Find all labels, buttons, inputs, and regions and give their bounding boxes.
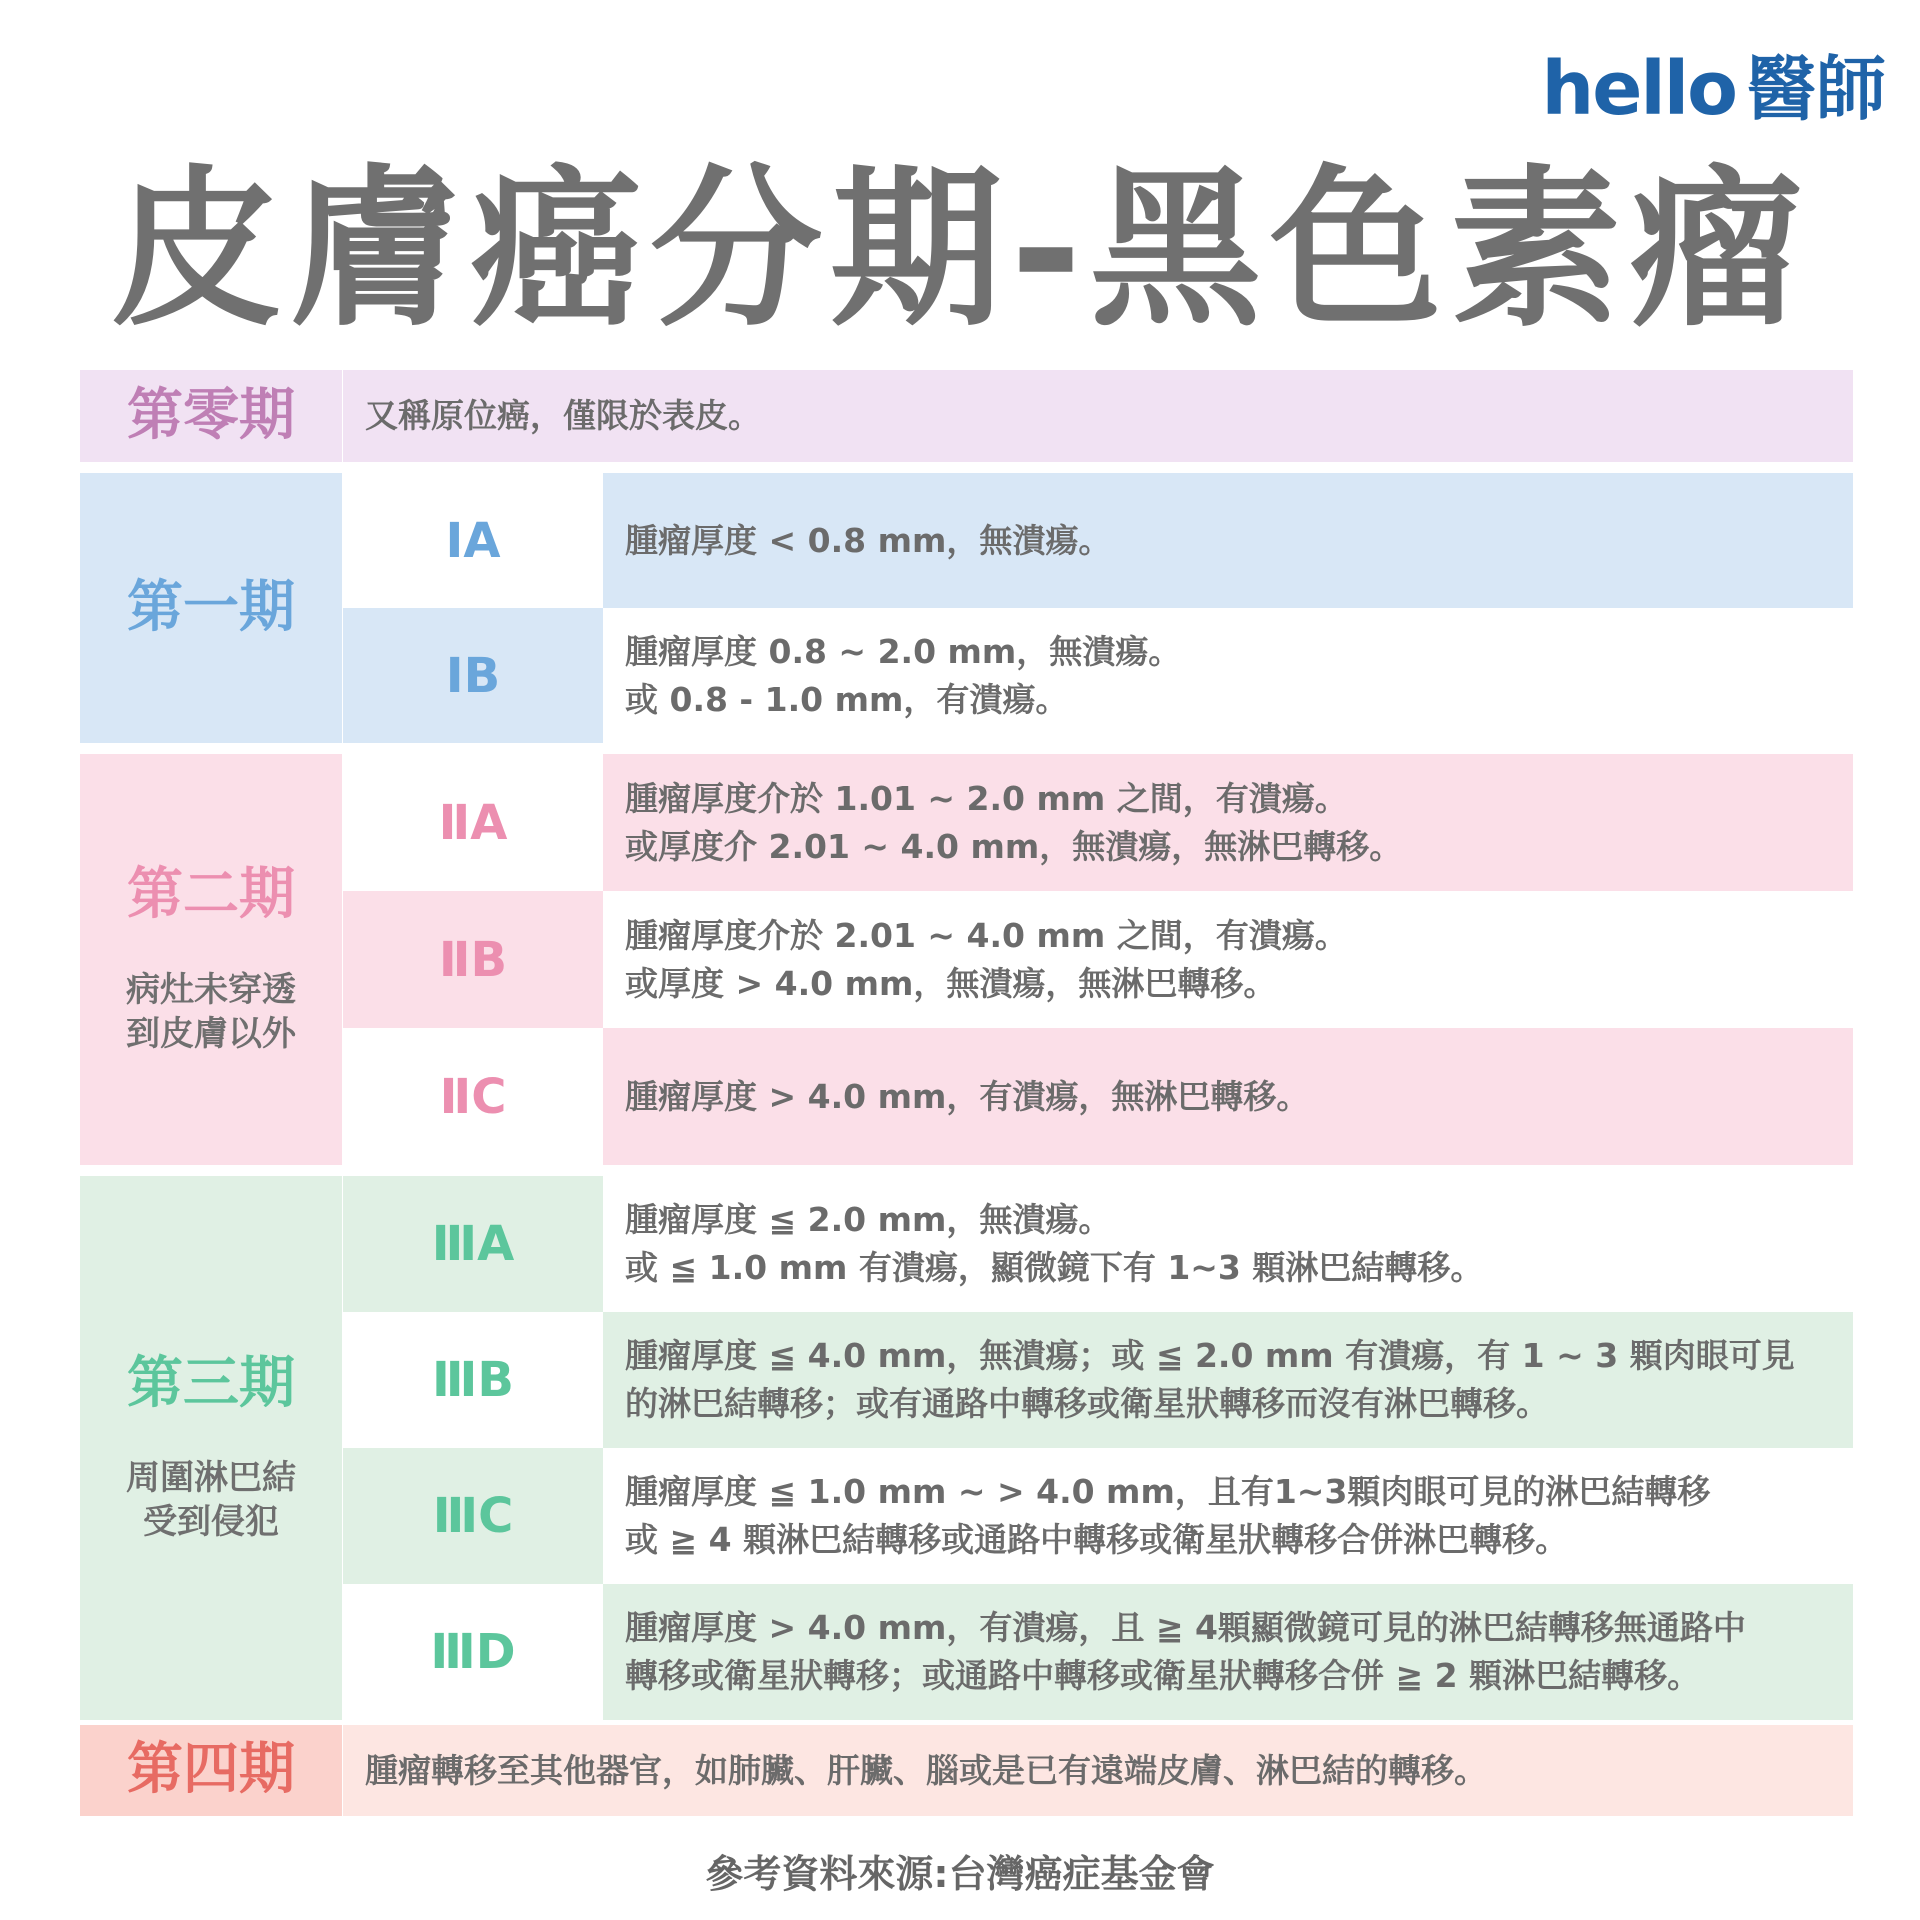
stage3-cell-label: 第三期 [127, 1350, 295, 1416]
stage3-desc-0: 腫瘤厚度 ≦ 2.0 mm，無潰瘍。 或 ≦ 1.0 mm 有潰瘍，顯微鏡下有 1~3 顆淋巴結轉移。 [603, 1176, 1853, 1312]
stage0-cell [80, 370, 342, 462]
logo-en-text: hello [1541, 46, 1736, 132]
page-title: 皮膚癌分期-黑色素瘤 [110, 149, 1810, 350]
stage3-desc-2: 腫瘤厚度 ≦ 1.0 mm ~ > 4.0 mm，且有1~3顆肉眼可見的淋巴結轉移 或 ≧ 4 顆淋巴結轉移或通路中轉移或衛星狀轉移合併淋巴轉移。 [603, 1448, 1853, 1584]
stage2-sub-1: ⅡB [343, 891, 603, 1028]
stage1-cell-label: 第一期 [127, 574, 295, 640]
stage4-cell [80, 1725, 342, 1816]
stage3-sub-1: ⅢB [343, 1312, 603, 1448]
stage0-description: 又稱原位癌，僅限於表皮。 [343, 370, 1853, 462]
stage1-desc-0: 腫瘤厚度 < 0.8 mm，無潰瘍。 [603, 473, 1853, 608]
stage2-cell-label: 第二期 [127, 862, 295, 928]
stage2-sub-2: ⅡC [343, 1028, 603, 1165]
stage3-cell [80, 1176, 342, 1720]
stage2-cell-note: 病灶未穿透 到皮膚以外 [126, 969, 296, 1054]
stage2-desc-2: 腫瘤厚度 > 4.0 mm，有潰瘍，無淋巴轉移。 [603, 1028, 1853, 1165]
stage1-cell [80, 473, 342, 743]
stage3-cell-note: 周圍淋巴結 受到侵犯 [126, 1458, 296, 1543]
stage2-desc-0: 腫瘤厚度介於 1.01 ~ 2.0 mm 之間，有潰瘍。 或厚度介 2.01 ~ 4.0 mm，無潰瘍，無淋巴轉移。 [603, 754, 1853, 891]
stage2-sub-0: ⅡA [343, 754, 603, 891]
stage4-description: 腫瘤轉移至其他器官，如肺臟、肝臟、腦或是已有遠端皮膚、淋巴結的轉移。 [343, 1725, 1853, 1816]
stage3-desc-3: 腫瘤厚度 > 4.0 mm，有潰瘍，且 ≧ 4顆顯微鏡可見的淋巴結轉移無通路中 轉移或衛星狀轉移；或通路中轉移或衛星狀轉移合併 ≧ 2 顆淋巴結轉移。 [603, 1584, 1853, 1720]
stage3-desc-1: 腫瘤厚度 ≦ 4.0 mm，無潰瘍；或 ≦ 2.0 mm 有潰瘍，有 1 ~ 3 顆肉眼可見 的淋巴結轉移；或有通路中轉移或衛星狀轉移而沒有淋巴轉移。 [603, 1312, 1853, 1448]
stage3-sub-2: ⅢC [343, 1448, 603, 1584]
stage2-desc-1: 腫瘤厚度介於 2.01 ~ 4.0 mm 之間，有潰瘍。 或厚度 > 4.0 mm，無潰瘍，無淋巴轉移。 [603, 891, 1853, 1028]
stage3-sub-0: ⅢA [343, 1176, 603, 1312]
stage0-label: 第零期 [127, 382, 295, 448]
stage3-sub-3: ⅢD [343, 1584, 603, 1720]
logo-zh-text: 醫師 [1746, 48, 1886, 130]
stage2-cell [80, 754, 342, 1165]
reference-source: 參考資料來源:台灣癌症基金會 [705, 1852, 1215, 1896]
hello-doctor-logo [1541, 46, 1886, 132]
stage1-desc-1: 腫瘤厚度 0.8 ~ 2.0 mm，無潰瘍。 或 0.8 - 1.0 mm，有潰瘍。 [603, 608, 1853, 743]
stage1-sub-0: ⅠA [343, 473, 603, 608]
stage1-sub-1: ⅠB [343, 608, 603, 743]
stage4-label: 第四期 [127, 1737, 295, 1803]
